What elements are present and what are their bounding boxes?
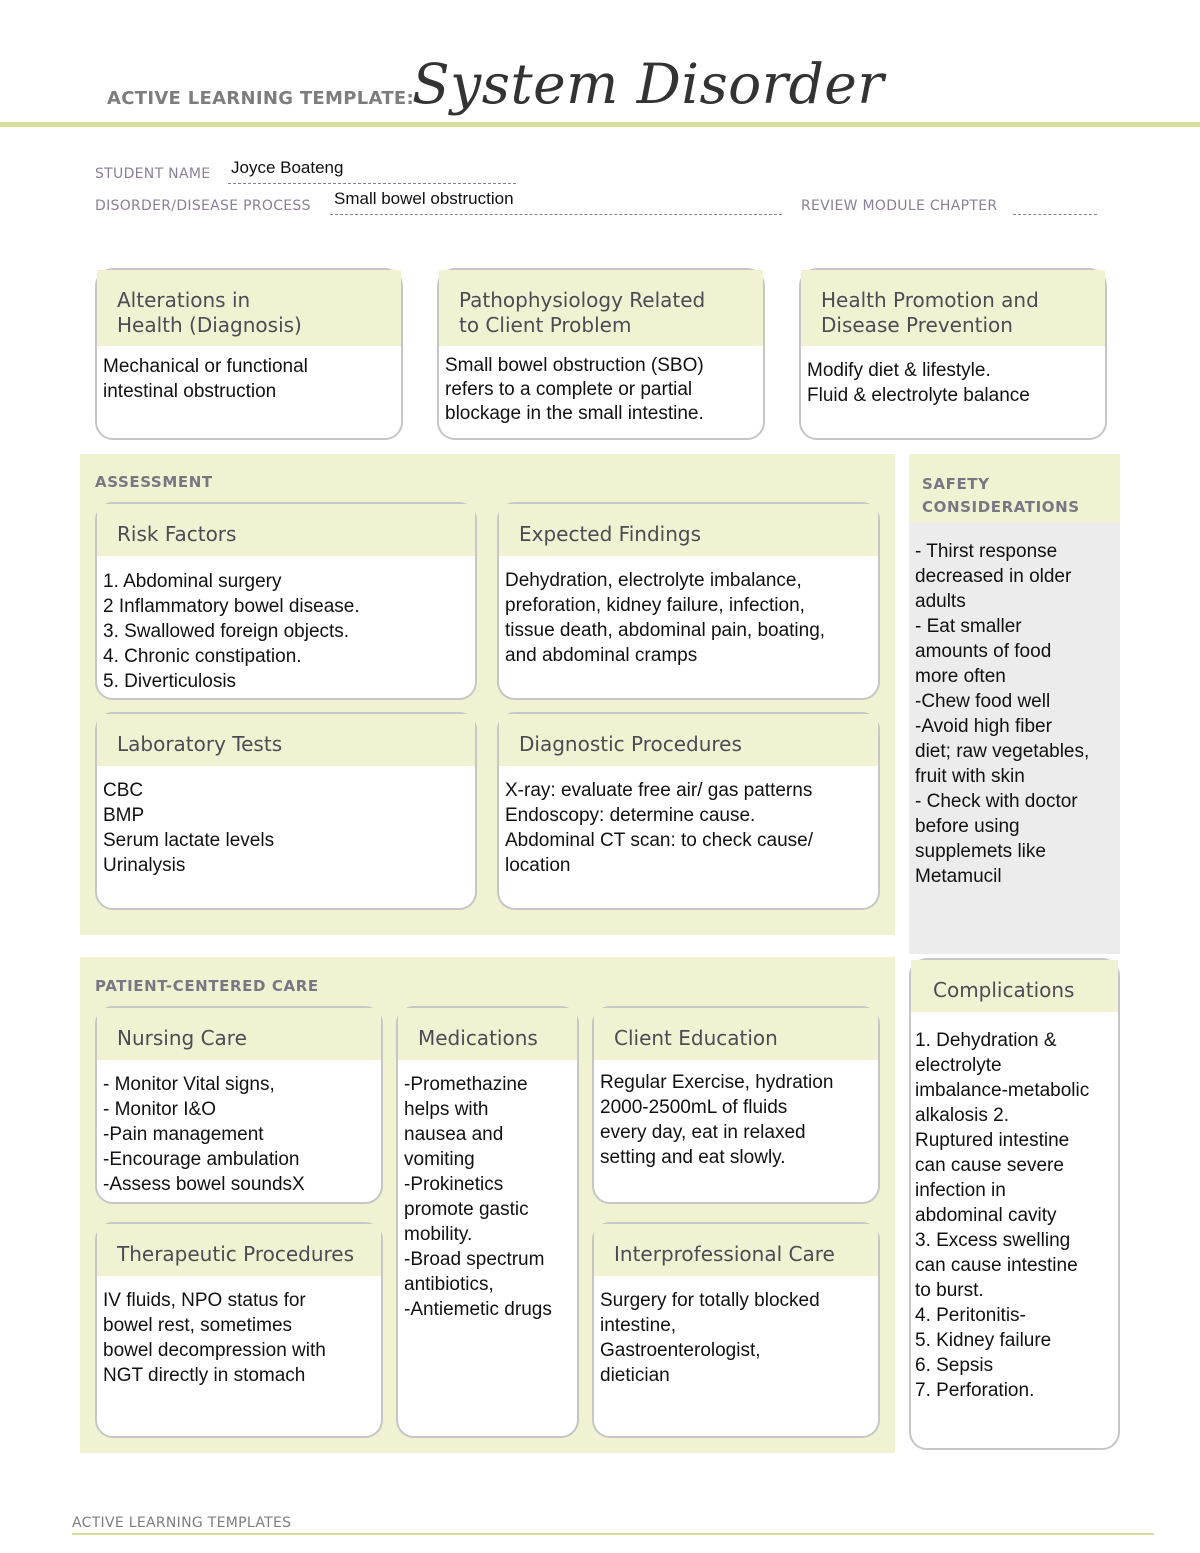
nursing-care-title: Nursing Care [97, 1008, 381, 1060]
risk-factors-title: Risk Factors [97, 504, 475, 556]
complications-box [909, 958, 1120, 1450]
interprofessional-care-title: Interprofessional Care [594, 1224, 878, 1276]
complications-title: Complications [911, 960, 1118, 1012]
client-education-body: Regular Exercise, hydration 2000-2500mL of fluids every day, eat in relaxed setting and eat slowly. [600, 1072, 834, 1168]
health-promotion-box [799, 268, 1107, 440]
diagnostic-procedures-body: X-ray: evaluate free air/ gas patterns Endoscopy: determine cause. Abdominal CT scan: to check cause/ location [505, 780, 814, 876]
medications-title: Medications [398, 1008, 577, 1060]
safety-body: - Thirst response decreased in older adults - Eat smaller amounts of food more often -Chew food well -Avoid high fiber diet; raw vegetables, fruit with skin - Check with doctor before using supplemets like Metamucil [915, 541, 1090, 887]
student-name-label: STUDENT NAME [95, 166, 211, 182]
laboratory-tests-box [95, 712, 477, 910]
medications-body: -Promethazine helps with nausea and vomiting -Prokinetics promote gastic mobility. -Broad spectrum antibiotics, -Antiemetic drugs [404, 1074, 552, 1320]
risk-factors-box [95, 502, 477, 700]
diagnostic-procedures-title: Diagnostic Procedures [499, 714, 878, 766]
template-label: ACTIVE LEARNING TEMPLATE: [107, 88, 414, 109]
pathophysiology-body: Small bowel obstruction (SBO) refers to a complete or partial blockage in the small intestine. [445, 355, 704, 424]
risk-factors-body: 1. Abdominal surgery 2 Inflammatory bowel disease. 3. Swallowed foreign objects. 4. Chronic constipation. 5. Diverticulosis [103, 571, 360, 692]
nursing-care-box [95, 1006, 383, 1204]
alterations-box [95, 268, 403, 440]
health-promotion-title: Health Promotion and Disease Prevention [801, 270, 1105, 346]
complications-body: 1. Dehydration & electrolyte imbalance-metabolic alkalosis 2. Ruptured intestine can cause severe infection in abdominal cavity 3. Excess swelling can cause intestine to burst. 4. Peritonitis- 5. Kidney failure 6. Sepsis 7. Perforation. [915, 1030, 1090, 1401]
disorder-value[interactable]: Small bowel obstruction [334, 189, 514, 208]
health-promotion-body: Modify diet & lifestyle. Fluid & electrolyte balance [807, 360, 1030, 406]
laboratory-tests-body: CBC BMP Serum lactate levels Urinalysis [103, 780, 275, 876]
review-chapter-label: REVIEW MODULE CHAPTER [801, 198, 998, 214]
footer-text: ACTIVE LEARNING TEMPLATES [72, 1515, 292, 1531]
pathophysiology-box [437, 268, 765, 440]
interprofessional-care-body: Surgery for totally blocked intestine, Gastroenterologist, dietician [600, 1290, 820, 1386]
client-education-title: Client Education [594, 1008, 878, 1060]
expected-findings-title: Expected Findings [499, 504, 878, 556]
diagnostic-procedures-box [497, 712, 880, 910]
footer-rule [72, 1533, 1154, 1535]
expected-findings-box [497, 502, 880, 700]
expected-findings-body: Dehydration, electrolyte imbalance, preforation, kidney failure, infection, tissue death, abdominal pain, boating, and abdominal cramps [505, 570, 826, 666]
therapeutic-procedures-body: IV fluids, NPO status for bowel rest, sometimes bowel decompression with NGT directly in stomach [103, 1290, 326, 1386]
assessment-label: ASSESSMENT [95, 473, 213, 491]
alterations-body: Mechanical or functional intestinal obstruction [103, 356, 308, 402]
therapeutic-procedures-box [95, 1222, 383, 1438]
pathophysiology-title: Pathophysiology Related to Client Problem [439, 270, 763, 346]
patient-care-label: PATIENT-CENTERED CARE [95, 977, 319, 995]
interprofessional-care-box [592, 1222, 880, 1438]
client-education-box [592, 1006, 880, 1204]
header-rule [0, 122, 1200, 127]
medications-box [396, 1006, 579, 1438]
safety-label: SAFETY CONSIDERATIONS [922, 475, 1080, 516]
review-chapter-line[interactable] [1013, 201, 1097, 215]
alterations-title: Alterations in Health (Diagnosis) [97, 270, 401, 346]
disorder-label: DISORDER/DISEASE PROCESS [95, 198, 311, 214]
laboratory-tests-title: Laboratory Tests [97, 714, 475, 766]
nursing-care-body: - Monitor Vital signs, - Monitor I&O -Pain management -Encourage ambulation -Assess bowel soundsX [103, 1074, 305, 1195]
page-title: System Disorder [412, 52, 885, 116]
therapeutic-procedures-title: Therapeutic Procedures [97, 1224, 381, 1276]
student-name-value[interactable]: Joyce Boateng [231, 158, 344, 177]
